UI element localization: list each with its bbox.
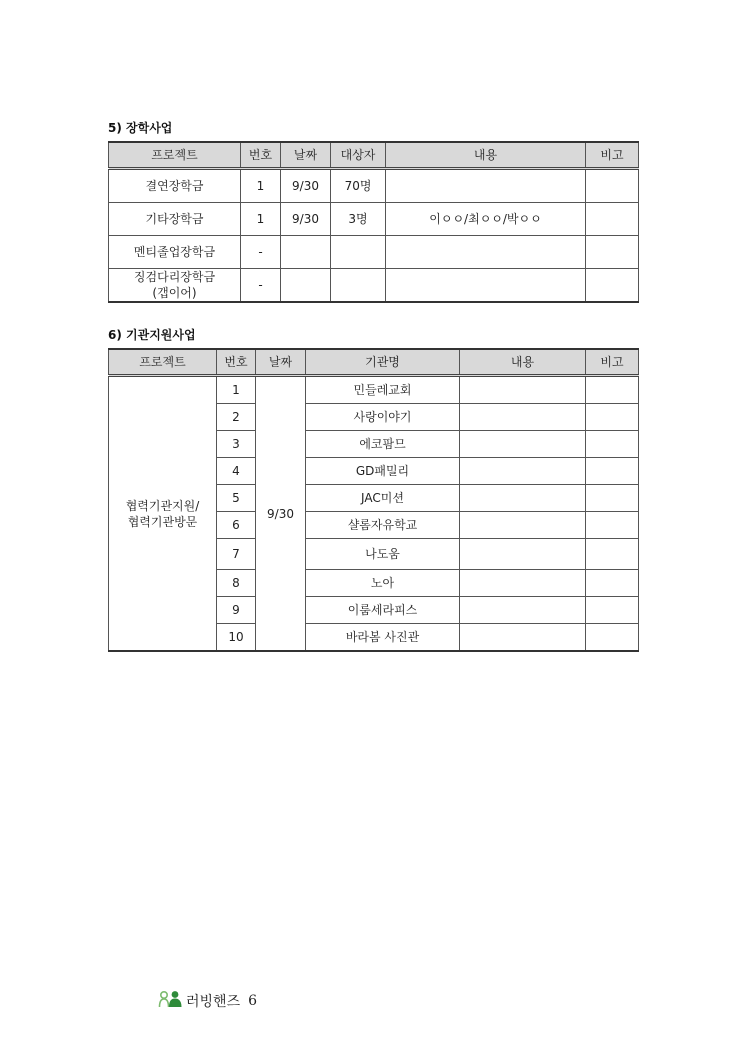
cell-date: 9/30: [281, 203, 331, 236]
cell-content: [460, 458, 586, 485]
cell-note: [586, 269, 639, 303]
table-header-row: [109, 142, 639, 169]
cell-project: 기타장학금: [109, 203, 241, 236]
table-row: [109, 169, 639, 203]
header-target: 대상자: [331, 142, 386, 169]
cell-content: [460, 404, 586, 431]
cell-number: 1: [217, 376, 256, 404]
table-row: [109, 203, 639, 236]
cell-org: 이룸세라피스: [306, 597, 460, 624]
cell-content: [386, 269, 586, 303]
cell-number: 5: [217, 485, 256, 512]
cell-note: [586, 570, 639, 597]
institution-support-table: [108, 348, 639, 652]
cell-org: 샬롬자유학교: [306, 512, 460, 539]
cell-number: 6: [217, 512, 256, 539]
cell-note: [586, 458, 639, 485]
cell-project: 결연장학금: [109, 169, 241, 203]
cell-project-line2: 협력기관방문: [127, 514, 198, 529]
header-date: 날짜: [256, 349, 306, 376]
cell-number: 7: [217, 539, 256, 570]
cell-project-line1: 징검다리장학금: [133, 270, 216, 284]
page-footer: [158, 990, 257, 1012]
cell-project-line2: (갭이어): [152, 286, 197, 300]
table-header-row: [109, 349, 639, 376]
header-date: 날짜: [281, 142, 331, 169]
cell-note: [586, 203, 639, 236]
cell-note: [586, 431, 639, 458]
cell-org: 에코팜므: [306, 431, 460, 458]
two-people-leaf-icon: [158, 990, 184, 1012]
cell-note: [586, 169, 639, 203]
cell-number: 4: [217, 458, 256, 485]
table-row: [109, 269, 639, 303]
cell-note: [586, 376, 639, 404]
cell-date: [281, 269, 331, 303]
header-project: 프로젝트: [109, 349, 217, 376]
cell-number: -: [241, 236, 281, 269]
cell-note: [586, 597, 639, 624]
scholarship-table: [108, 141, 639, 303]
cell-target: 3명: [331, 203, 386, 236]
header-note: 비고: [586, 349, 639, 376]
cell-note: [586, 512, 639, 539]
cell-number: 1: [241, 203, 281, 236]
cell-content: [460, 597, 586, 624]
cell-content: [460, 539, 586, 570]
header-org: 기관명: [306, 349, 460, 376]
cell-content: [386, 169, 586, 203]
cell-note: [586, 404, 639, 431]
cell-content: [460, 570, 586, 597]
table-row: [109, 376, 639, 404]
cell-org: 민들레교회: [306, 376, 460, 404]
cell-project: [109, 269, 241, 303]
cell-number: 1: [241, 169, 281, 203]
cell-content: 이ㅇㅇ/최ㅇㅇ/박ㅇㅇ: [386, 203, 586, 236]
cell-org: 사랑이야기: [306, 404, 460, 431]
cell-note: [586, 539, 639, 570]
cell-target: 70명: [331, 169, 386, 203]
cell-number: 2: [217, 404, 256, 431]
cell-number: -: [241, 269, 281, 303]
cell-content: [460, 431, 586, 458]
cell-project-merged: [109, 376, 217, 652]
header-content: 내용: [386, 142, 586, 169]
cell-org: 나도움: [306, 539, 460, 570]
cell-content: [460, 624, 586, 652]
cell-date: 9/30: [281, 169, 331, 203]
cell-number: 10: [217, 624, 256, 652]
cell-org: 노아: [306, 570, 460, 597]
cell-org: GD패밀리: [306, 458, 460, 485]
cell-number: 3: [217, 431, 256, 458]
cell-note: [586, 485, 639, 512]
header-number: 번호: [217, 349, 256, 376]
table-row: [109, 236, 639, 269]
cell-number: 9: [217, 597, 256, 624]
header-project: 프로젝트: [109, 142, 241, 169]
cell-content: [386, 236, 586, 269]
header-number: 번호: [241, 142, 281, 169]
cell-content: [460, 376, 586, 404]
cell-content: [460, 485, 586, 512]
cell-target: [331, 269, 386, 303]
cell-number: 8: [217, 570, 256, 597]
cell-org: JAC미션: [306, 485, 460, 512]
cell-project: 멘티졸업장학금: [109, 236, 241, 269]
cell-note: [586, 236, 639, 269]
header-note: 비고: [586, 142, 639, 169]
section-5-title: 5) 장학사업: [108, 121, 173, 135]
section-6-title: 6) 기관지원사업: [108, 328, 196, 342]
page-number: 6: [248, 993, 258, 1009]
header-content: 내용: [460, 349, 586, 376]
cell-org: 바라봄 사진관: [306, 624, 460, 652]
cell-date-merged: 9/30: [256, 376, 306, 652]
cell-note: [586, 624, 639, 652]
cell-target: [331, 236, 386, 269]
cell-date: [281, 236, 331, 269]
brand-name: 러빙핸즈: [186, 994, 241, 1010]
cell-project-line1: 협력기관지원/: [125, 498, 200, 513]
cell-content: [460, 512, 586, 539]
